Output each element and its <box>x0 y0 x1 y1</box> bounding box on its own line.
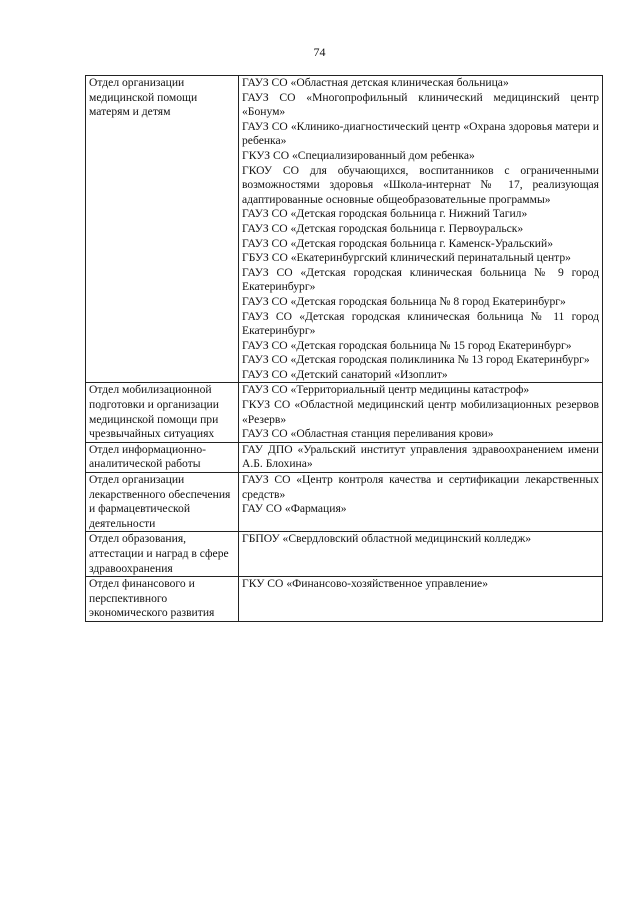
organization-item: ГКУ СО «Финансово-хозяйственное управление» <box>242 577 488 591</box>
table-row <box>86 76 603 383</box>
organization-item: ГАУЗ СО «Областная станция переливания крови» <box>242 427 494 441</box>
table-row <box>86 532 603 577</box>
organization-item: ГАУЗ СО «Детская городская больница № 8 город Екатеринбург» <box>242 294 566 308</box>
organization-item: ГАУЗ СО «Детская городская больница № 15 город Екатеринбург» <box>242 338 572 352</box>
organization-item: ГАУЗ СО «Территориальный центр медицины катастроф» <box>242 383 530 397</box>
department-name: Отдел финансового и перспективного экономического развития <box>86 577 239 622</box>
organization-item: ГАУЗ СО «Областная детская клиническая больница» <box>242 76 509 89</box>
organizations-cell <box>239 442 603 472</box>
organization-item: ГКОУ СО для обучающихся, воспитанников с ограниченными возможностями здоровья «Школа-интернат № 17, реализующая адаптированные основные общеобразовательные программы» <box>242 163 599 206</box>
department-name: Отдел мобилизационной подготовки и организации медицинской помощи при чрезвычайных ситуациях <box>86 383 239 442</box>
table-row <box>86 473 603 532</box>
organization-item: ГАУЗ СО «Детская городская клиническая больница № 9 город Екатеринбург» <box>242 265 599 294</box>
organization-item: ГБПОУ «Свердловский областной медицинский колледж» <box>242 532 532 546</box>
organizations-cell <box>239 577 603 622</box>
organizations-cell <box>239 532 603 577</box>
organizations-cell <box>239 383 603 442</box>
organization-item: ГБУЗ СО «Екатеринбургский клинический перинатальный центр» <box>242 251 571 265</box>
organization-item: ГАУЗ СО «Центр контроля качества и сертификации лекарственных средств» <box>242 473 599 501</box>
organization-item: ГКУЗ СО «Специализированный дом ребенка» <box>242 148 475 162</box>
organizations-cell <box>239 473 603 532</box>
organization-item: ГАУЗ СО «Клинико-диагностический центр «Охрана здоровья матери и ребенка» <box>242 119 599 148</box>
table-row <box>86 383 603 442</box>
organization-item: ГАУ СО «Фармация» <box>242 502 347 516</box>
table-row <box>86 442 603 472</box>
table-row <box>86 577 603 622</box>
organization-item: ГАУЗ СО «Детская городская больница г. Каменск-Уральский» <box>242 236 554 250</box>
organization-item: ГАУЗ СО «Многопрофильный клинический медицинский центр «Бонум» <box>242 90 599 119</box>
departments-table <box>85 75 603 622</box>
page-number: 74 <box>313 45 326 59</box>
organization-item: ГКУЗ СО «Областной медицинский центр мобилизационных резервов «Резерв» <box>242 398 599 426</box>
organization-item: ГАУЗ СО «Детская городская клиническая больница № 11 город Екатеринбург» <box>242 309 599 338</box>
organization-item: ГАУЗ СО «Детская городская поликлиника № 13 город Екатеринбург» <box>242 353 590 367</box>
organization-item: ГАУЗ СО «Детский санаторий «Изоплит» <box>242 367 448 381</box>
department-name: Отдел информационно-аналитической работы <box>86 442 239 472</box>
organization-item: ГАУЗ СО «Детская городская больница г. Первоуральск» <box>242 221 524 235</box>
organization-item: ГАУ ДПО «Уральский институт управления здравоохранением имени А.Б. Блохина» <box>242 442 599 471</box>
department-name: Отдел образования, аттестации и наград в сфере здравоохранения <box>86 532 239 577</box>
department-name: Отдел организации медицинской помощи матерям и детям <box>86 76 239 383</box>
organization-item: ГАУЗ СО «Детская городская больница г. Нижний Тагил» <box>242 207 528 221</box>
department-name: Отдел организации лекарственного обеспечения и фармацевтической деятельности <box>86 473 239 532</box>
organizations-cell <box>239 76 603 383</box>
